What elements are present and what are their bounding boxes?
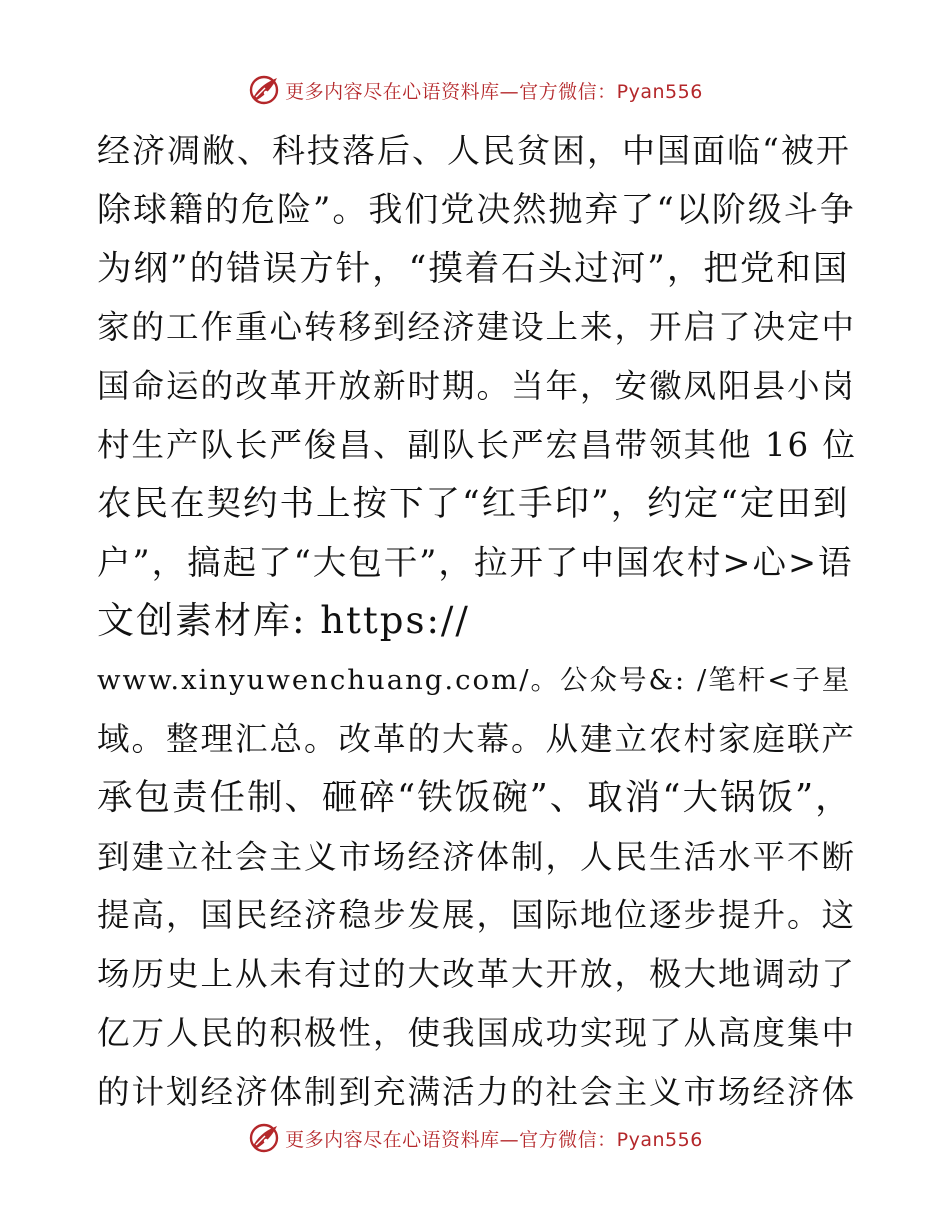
body-line: 为纲”的错误方针，“摸着石头过河”，把党和国 (97, 248, 850, 289)
footer-banner (0, 1118, 950, 1158)
body-line: 的计划经济体制到充满活力的社会主义市场经济体 (97, 1072, 857, 1111)
body-line: www.xinyuwenchuang.com/。公众号&: /笔杆<子星 (97, 664, 852, 697)
banner-text: 更多内容尽在心语资料库—官方微信：Pyan556 (285, 1128, 703, 1151)
body-line: 提高，国民经济稳步发展，国际地位逐步提升。这 (97, 896, 857, 935)
body-line: 国命运的改革开放新时期。当年，安徽凤阳县小岗 (97, 367, 857, 406)
body-line: 文创素材库: https:// (97, 599, 470, 643)
body-line: 域。整理汇总。改革的大幕。从建立农村家庭联产 (97, 719, 857, 758)
body-line: 村生产队长严俊昌、副队长严宏昌带领其他 16 位 (97, 425, 858, 464)
body-line: 场历史上从未有过的大改革大开放，极大地调动了 (97, 955, 857, 994)
pen-nib-logo-icon (247, 73, 281, 107)
banner-text: 更多内容尽在心语资料库—官方微信：Pyan556 (285, 80, 703, 103)
document-body (97, 122, 857, 1122)
body-line: 家的工作重心转移到经济建设上来，开启了决定中 (97, 308, 857, 347)
pen-nib-logo-icon (247, 1121, 281, 1155)
body-line: 经济凋敝、科技落后、人民贫困，中国面临“被开 (97, 131, 851, 170)
body-line: 户”，搞起了“大包干”，拉开了中国农村>心>语 (97, 542, 854, 582)
body-line: 亿万人民的积极性，使我国成功实现了从高度集中 (97, 1013, 857, 1052)
body-line: 农民在契约书上按下了“红手印”，约定“定田到 (97, 483, 850, 524)
header-banner (0, 70, 950, 110)
body-line: 到建立社会主义市场经济体制，人民生活水平不断 (97, 837, 857, 876)
body-line: 除球籍的危险”。我们党决然抛弃了“以阶级斗争 (97, 189, 856, 230)
body-line: 承包责任制、砸碎“铁饭碗”、取消“大锅饭”， (97, 776, 853, 818)
